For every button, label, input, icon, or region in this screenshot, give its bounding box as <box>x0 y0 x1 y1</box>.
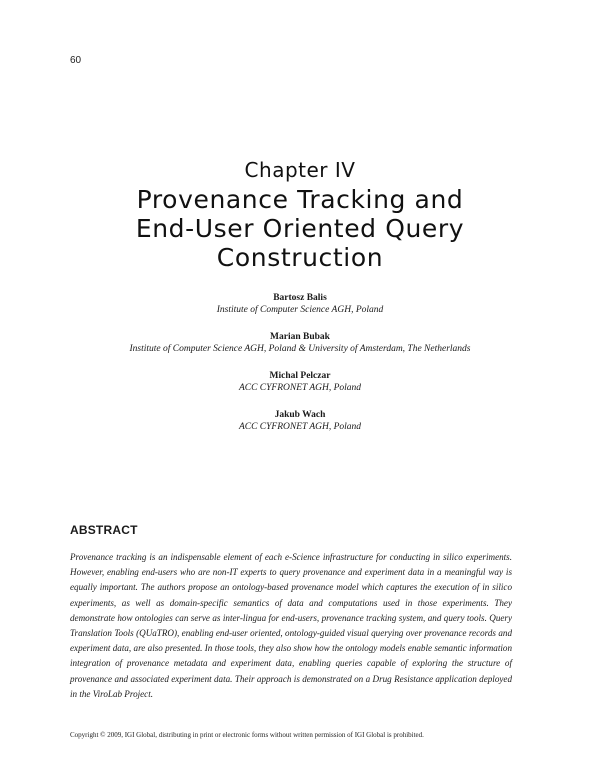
chapter-label: Chapter IV <box>244 158 356 182</box>
author-affiliation: ACC CYFRONET AGH, Poland <box>238 383 362 393</box>
author-entry <box>0 370 600 394</box>
author-entry <box>0 409 600 433</box>
author-entry <box>0 292 600 316</box>
author-affiliation: ACC CYFRONET AGH, Poland <box>238 422 362 432</box>
author-name: Jakub Wach <box>274 410 326 420</box>
chapter-title: Provenance Tracking and End-User Oriented Query Construction <box>135 185 465 272</box>
abstract-heading: ABSTRACT <box>70 523 138 537</box>
author-affiliation: Institute of Computer Science AGH, Poland & University of Amsterdam, The Netherlands <box>129 344 471 354</box>
author-list <box>0 292 600 448</box>
abstract-text: Provenance tracking is an indispensable element of each e-Science infrastructure for conducting in silico experiments. However, enabling end-users who are non-IT experts to query provenance and experiment data in a meaningful way is equally important. The authors propose an ontology-based provenance model which captures the execution of in silico experiments, as well as domain-specific semantics of data and computations used in those experiments. They demonstrate how ontologies can serve as inter-lingua for end-users, provenance tracking system, and query tools. Query Translation Tools (QUaTRO), enabling end-user oriented, ontology-guided visual querying over provenance records and experiment data, are also presented. In those tools, they also show how the ontology models enable semantic information integration of provenance metadata and experiment data, enabling queries capable of exploring the structure of provenance and associated experiment data. Their approach is demonstrated on a Drug Resistance application deployed in the ViroLab Project. <box>70 552 512 699</box>
author-affiliation: Institute of Computer Science AGH, Poland <box>216 305 384 315</box>
chapter-header <box>0 158 600 272</box>
page-number: 60 <box>70 55 82 66</box>
author-name: Bartosz Balis <box>273 293 327 303</box>
copyright-notice: Copyright © 2009, IGI Global, distributing in print or electronic forms without written permission of IGI Global is prohibited. <box>70 731 424 739</box>
author-name: Marian Bubak <box>270 332 330 342</box>
author-entry <box>0 331 600 355</box>
author-name: Michal Pelczar <box>269 371 331 381</box>
